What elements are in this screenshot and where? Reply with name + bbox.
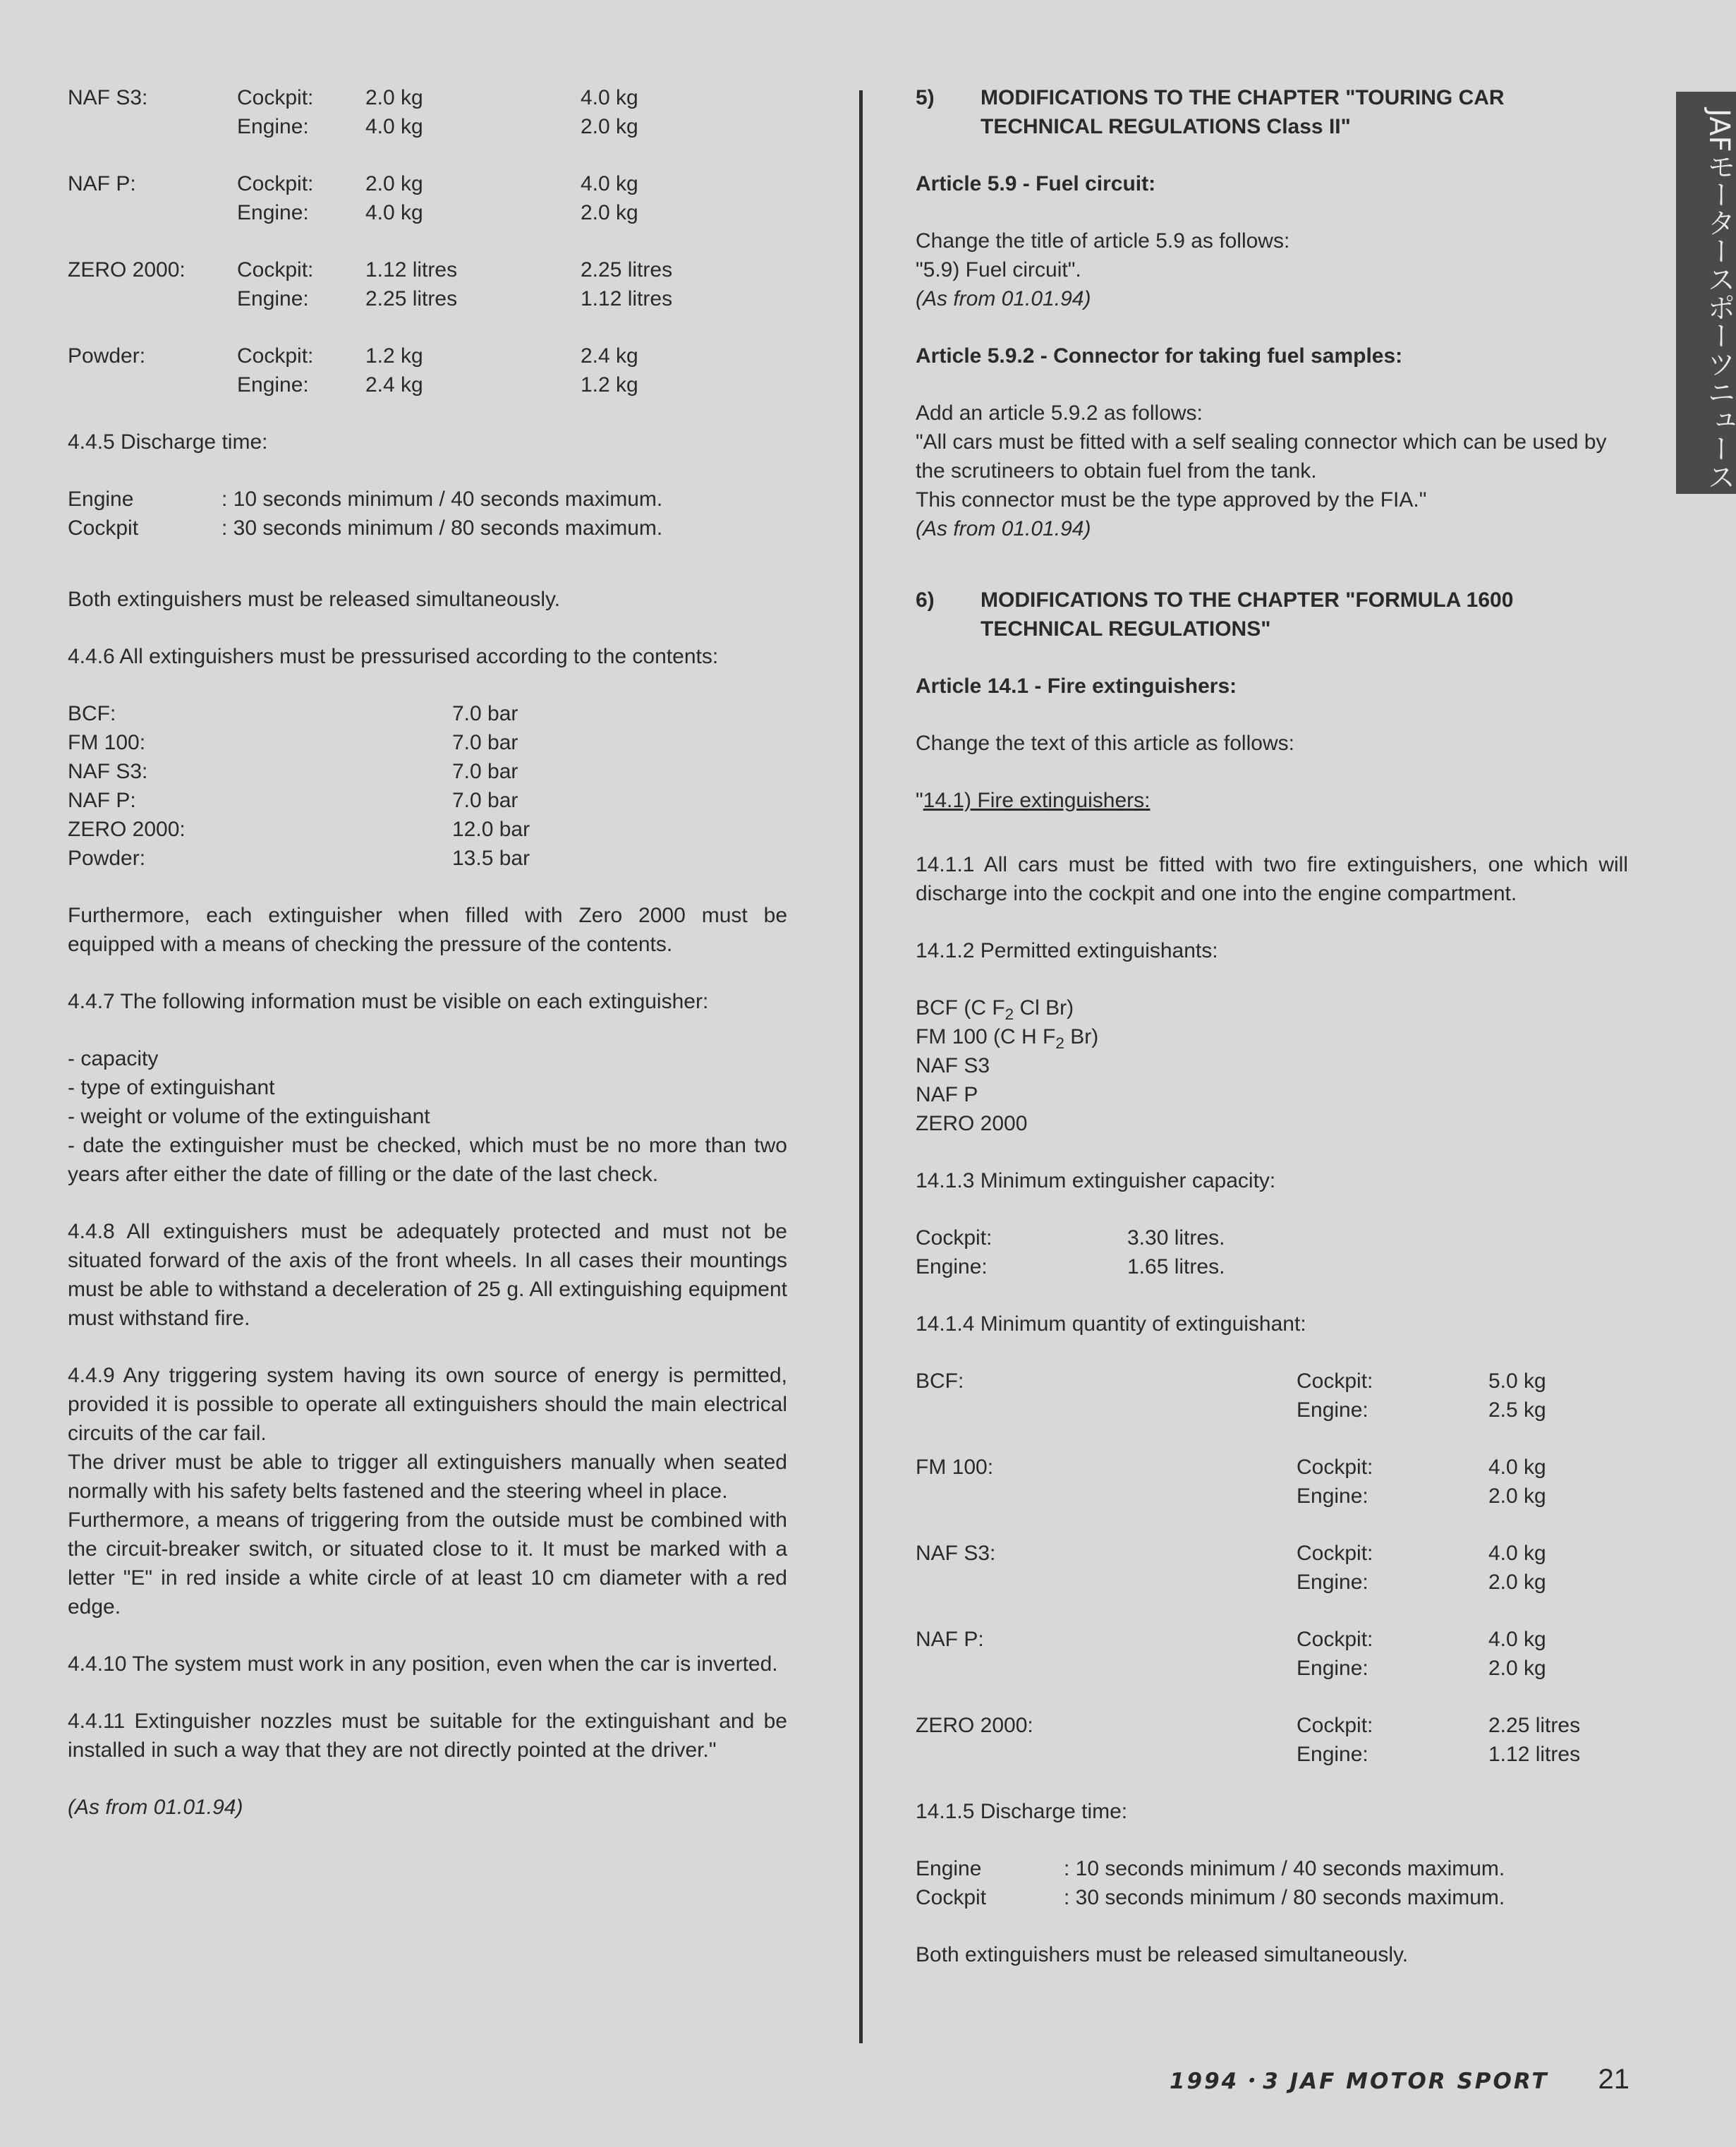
engine-label: Engine: xyxy=(237,201,309,224)
column-divider xyxy=(859,90,863,2043)
pressure-value: 12.0 bar xyxy=(452,818,530,841)
engine-label: Engine: xyxy=(1297,1571,1368,1594)
cockpit-label: Cockpit: xyxy=(1297,1628,1373,1651)
pressure-value: 7.0 bar xyxy=(452,731,518,754)
paragraph: Furthermore, each extinguisher when filled with Zero 2000 must be equipped with a means of checking the pressure of the contents. xyxy=(68,904,787,956)
discharge-value: : 30 seconds minimum / 80 seconds maximum. xyxy=(1064,1886,1505,1909)
value: 4.0 kg xyxy=(365,201,423,224)
engine-label: Engine: xyxy=(237,373,309,397)
value: 1.12 litres xyxy=(365,258,458,282)
paragraph-4-4-8: 4.4.8 All extinguishers must be adequately protected and must not be situated forward of the axis of the front wheels. In all cases their mountings must be able to withstand a deceleration of 25 g. All extinguishing equipment must withstand fire. xyxy=(68,1220,787,1330)
pressure-value: 7.0 bar xyxy=(452,760,518,783)
value: 4.0 kg xyxy=(581,172,638,195)
paragraph: Both extinguishers must be released simultaneously. xyxy=(68,588,561,611)
discharge-label: Cockpit xyxy=(68,516,139,540)
agent-name: NAF S3: xyxy=(68,760,148,783)
agent-name: NAF S3: xyxy=(68,86,148,109)
paragraph-14-1-1: 14.1.1 All cars must be fitted with two fire extinguishers, one which will discharge into the cockpit and one into the engine compartment. xyxy=(916,853,1628,905)
value: 5.0 kg xyxy=(1488,1369,1546,1393)
value: 2.0 kg xyxy=(1488,1657,1546,1680)
paragraph: Furthermore, a means of triggering from the outside must be combined with the circuit-breaker switch, or situated close to it. It must be marked with a letter "E" in red inside a white circle of at least 10 cm diameter with a red edge. xyxy=(68,1508,787,1619)
value: 2.0 kg xyxy=(581,115,638,138)
discharge-title: 4.4.5 Discharge time: xyxy=(68,430,268,454)
discharge-value: : 30 seconds minimum / 80 seconds maximum. xyxy=(221,516,663,540)
quantity-row xyxy=(916,1367,1628,1425)
right-column xyxy=(916,83,1628,1969)
page-footer xyxy=(1122,2063,1629,2095)
effective-date: (As from 01.01.94) xyxy=(916,287,1091,310)
engine-label: Engine: xyxy=(916,1255,988,1278)
paragraph-14-1-2: 14.1.2 Permitted extinguishants: xyxy=(916,939,1218,962)
section-6-heading xyxy=(916,586,1628,643)
section-title: MODIFICATIONS TO THE CHAPTER "FORMULA 1600 TECHNICAL REGULATIONS" xyxy=(981,588,1514,641)
agent-name: Powder: xyxy=(68,847,146,870)
value: 2.25 litres xyxy=(581,258,673,282)
agent-name: BCF: xyxy=(68,702,116,725)
article-5-9-2 xyxy=(916,399,1628,543)
quantity-row xyxy=(916,1711,1628,1769)
paragraph-4-4-7: 4.4.7 The following information must be visible on each extinguisher: xyxy=(68,990,709,1013)
discharge-label: Engine xyxy=(68,488,134,511)
value: 1.2 kg xyxy=(581,373,638,397)
list-item: - capacity xyxy=(68,1047,159,1070)
cockpit-label: Cockpit: xyxy=(237,86,314,109)
cockpit-label: Cockpit: xyxy=(1297,1714,1373,1737)
section-number: 6) xyxy=(916,588,935,612)
engine-label: Engine: xyxy=(237,287,309,310)
agent-name: ZERO 2000: xyxy=(916,1714,1033,1737)
min-capacity-table xyxy=(916,1223,1628,1281)
list-item: BCF (C $F_2$ Cl Br) xyxy=(916,996,1074,1023)
cockpit-label: Cockpit: xyxy=(916,1226,993,1250)
section-5-heading xyxy=(916,83,1628,141)
capacity-row xyxy=(68,341,787,399)
value: 4.0 kg xyxy=(1488,1456,1546,1479)
list-item: NAF P xyxy=(916,1083,978,1106)
agent-name: ZERO 2000: xyxy=(68,818,186,841)
quantity-row xyxy=(916,1453,1628,1511)
agent-name: BCF: xyxy=(916,1369,964,1393)
agent-name: NAF P: xyxy=(916,1628,984,1651)
value: 4.0 kg xyxy=(1488,1542,1546,1565)
list-item: - weight or volume of the extinguishant xyxy=(68,1105,430,1128)
list-item: FM 100 (C H $F_2$ Br) xyxy=(916,1025,1099,1052)
agent-name: ZERO 2000: xyxy=(68,258,186,282)
value: 1.12 litres xyxy=(1488,1743,1581,1766)
info-list xyxy=(68,1044,787,1189)
section-number: 5) xyxy=(916,86,935,109)
list-item: ZERO 2000 xyxy=(916,1112,1028,1135)
value: 2.25 litres xyxy=(365,287,458,310)
paragraph: This connector must be the type approved by the FIA." xyxy=(916,488,1427,512)
article-5-9 xyxy=(916,226,1628,313)
capacity-row xyxy=(68,83,787,141)
agent-name: NAF P: xyxy=(68,172,136,195)
agent-name: Powder: xyxy=(68,344,146,368)
value: 2.4 kg xyxy=(365,373,423,397)
paragraph: "All cars must be fitted with a self sealing connector which can be used by the scrutineers to obtain fuel from the tank. xyxy=(916,430,1607,483)
value: 2.0 kg xyxy=(365,86,423,109)
paragraph: Change the text of this article as follows: xyxy=(916,732,1294,755)
article-title: Article 5.9.2 - Connector for taking fuel samples: xyxy=(916,344,1403,368)
cockpit-label: Cockpit: xyxy=(237,344,314,368)
value: 1.12 litres xyxy=(581,287,673,310)
effective-date: (As from 01.01.94) xyxy=(68,1796,243,1819)
section-side-tab: JAFモータースポーツニュース xyxy=(1676,92,1736,494)
quantity-row xyxy=(916,1539,1628,1597)
paragraph-4-4-6: 4.4.6 All extinguishers must be pressurised according to the contents: xyxy=(68,645,719,668)
capacity-row xyxy=(68,255,787,313)
value: 2.5 kg xyxy=(1488,1398,1546,1422)
discharge-value: : 10 seconds minimum / 40 seconds maximum. xyxy=(1064,1857,1505,1880)
value: 1.65 litres. xyxy=(1127,1255,1225,1278)
paragraph-4-4-9 xyxy=(68,1361,787,1621)
pressure-value: 7.0 bar xyxy=(452,789,518,812)
value: 2.4 kg xyxy=(581,344,638,368)
page-number: 21 xyxy=(1598,2064,1629,2095)
paragraph: Both extinguishers must be released simultaneously. xyxy=(916,1943,1409,1966)
engine-label: Engine: xyxy=(1297,1398,1368,1422)
paragraph: 4.4.9 Any triggering system having its own source of energy is permitted, provided it is possible to operate all extinguishers should the main electrical circuits of the car fail. xyxy=(68,1364,787,1445)
article-title: Article 5.9 - Fuel circuit: xyxy=(916,172,1156,195)
article-heading-14-1: "14.1) Fire extinguishers: xyxy=(916,789,1151,812)
agent-name: NAF S3: xyxy=(916,1542,996,1565)
cockpit-label: Cockpit: xyxy=(1297,1456,1373,1479)
extinguishant-list xyxy=(916,993,1628,1138)
engine-label: Engine: xyxy=(1297,1657,1368,1680)
pressure-table xyxy=(68,699,787,873)
value: 2.25 litres xyxy=(1488,1714,1581,1737)
value: 2.0 kg xyxy=(1488,1484,1546,1508)
engine-label: Engine: xyxy=(1297,1484,1368,1508)
paragraph-14-1-4: 14.1.4 Minimum quantity of extinguishant: xyxy=(916,1312,1306,1336)
cockpit-label: Cockpit: xyxy=(237,258,314,282)
engine-label: Engine: xyxy=(237,115,309,138)
quantity-row xyxy=(916,1625,1628,1683)
value: 2.0 kg xyxy=(1488,1571,1546,1594)
list-item: - type of extinguishant xyxy=(68,1076,275,1099)
discharge-table xyxy=(68,485,787,543)
value: 2.0 kg xyxy=(581,201,638,224)
value: 4.0 kg xyxy=(365,115,423,138)
section-title: MODIFICATIONS TO THE CHAPTER "TOURING CAR TECHNICAL REGULATIONS Class II" xyxy=(981,86,1505,138)
agent-name: FM 100: xyxy=(916,1456,994,1479)
cockpit-label: Cockpit: xyxy=(1297,1542,1373,1565)
magazine-title: 1994・3 JAF MOTOR SPORT xyxy=(1169,2069,1549,2094)
cockpit-label: Cockpit: xyxy=(1297,1369,1373,1393)
value: 2.0 kg xyxy=(365,172,423,195)
pressure-value: 13.5 bar xyxy=(452,847,530,870)
article-title: Article 14.1 - Fire extinguishers: xyxy=(916,675,1237,698)
capacity-row xyxy=(68,169,787,227)
list-item: - date the extinguisher must be checked, which must be no more than two years after either the date of filling or the date of the last check. xyxy=(68,1134,787,1186)
paragraph: Add an article 5.9.2 as follows: xyxy=(916,401,1203,425)
paragraph: The driver must be able to trigger all extinguishers manually when seated normally with his safety belts fastened and the steering wheel in place. xyxy=(68,1451,787,1503)
value: 4.0 kg xyxy=(1488,1628,1546,1651)
paragraph-14-1-5: 14.1.5 Discharge time: xyxy=(916,1800,1128,1823)
discharge-label: Engine xyxy=(916,1857,982,1880)
left-column xyxy=(68,83,787,1822)
list-item: NAF S3 xyxy=(916,1054,990,1077)
value: 4.0 kg xyxy=(581,86,638,109)
discharge-value: : 10 seconds minimum / 40 seconds maximum. xyxy=(221,488,663,511)
paragraph-14-1-3: 14.1.3 Minimum extinguisher capacity: xyxy=(916,1169,1276,1192)
paragraph-4-4-11: 4.4.11 Extinguisher nozzles must be suitable for the extinguishant and be installed in such a way that they are not directly pointed at the driver." xyxy=(68,1710,787,1762)
agent-name: NAF P: xyxy=(68,789,136,812)
effective-date: (As from 01.01.94) xyxy=(916,517,1091,540)
value: 1.2 kg xyxy=(365,344,423,368)
agent-name: FM 100: xyxy=(68,731,146,754)
pressure-value: 7.0 bar xyxy=(452,702,518,725)
engine-label: Engine: xyxy=(1297,1743,1368,1766)
discharge-label: Cockpit xyxy=(916,1886,987,1909)
paragraph: "5.9) Fuel circuit". xyxy=(916,258,1081,282)
discharge-table xyxy=(916,1854,1628,1912)
value: 3.30 litres. xyxy=(1127,1226,1225,1250)
cockpit-label: Cockpit: xyxy=(237,172,314,195)
paragraph: Change the title of article 5.9 as follows: xyxy=(916,229,1290,253)
paragraph-4-4-10: 4.4.10 The system must work in any position, even when the car is inverted. xyxy=(68,1652,778,1676)
